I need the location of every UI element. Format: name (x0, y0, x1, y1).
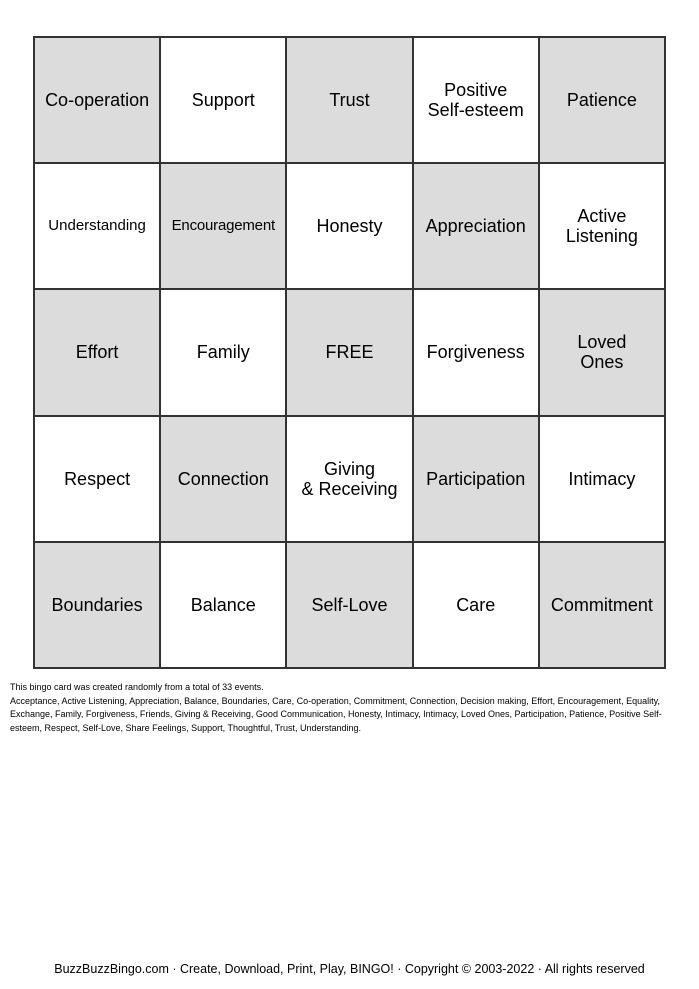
bingo-cell-r1c4: Positive Self-esteem (413, 37, 539, 163)
bingo-cell-r4c1: Respect (34, 416, 160, 542)
bingo-cell-r4c3: Giving & Receiving (286, 416, 412, 542)
card-info (10, 681, 689, 735)
bingo-cell-r5c2: Balance (160, 542, 286, 668)
card-info-events: Acceptance, Active Listening, Appreciation, Balance, Boundaries, Care, Co-operation, Commitment, Connection, Decision making, Effort, Encouragement, Equality, Exchange, Family, Forgiveness, Friends, Giving & Receiving, Good Communication, Honesty, Intimacy, Intimacy, Loved Ones, Participation, Patience, Positive Self-esteem, Respect, Self-Love, Share Feelings, Support, Thoughtful, Trust, Understanding. (10, 695, 662, 733)
bingo-cell-r3c2: Family (160, 289, 286, 415)
bingo-cell-r3c1: Effort (34, 289, 160, 415)
bingo-cell-r5c4: Care (413, 542, 539, 668)
bingo-cell-free: FREE (286, 289, 412, 415)
bingo-cell-r1c3: Trust (286, 37, 412, 163)
bingo-cell-r4c5: Intimacy (539, 416, 665, 542)
bingo-cell-r5c5: Commitment (539, 542, 665, 668)
bingo-cell-r2c5: Active Listening (539, 163, 665, 289)
bingo-cell-r4c4: Participation (413, 416, 539, 542)
bingo-cell-r2c1: Understanding (34, 163, 160, 289)
bingo-cell-r4c2: Connection (160, 416, 286, 542)
page-footer: BuzzBuzzBingo.com · Create, Download, Print, Play, BINGO! · Copyright © 2003-2022 · All rights reserved (54, 962, 645, 976)
bingo-cell-r1c2: Support (160, 37, 286, 163)
bingo-card (33, 36, 666, 669)
bingo-cell-r3c5: Loved Ones (539, 289, 665, 415)
bingo-cell-r1c1: Co-operation (34, 37, 160, 163)
bingo-cell-r2c2: Encouragement (160, 163, 286, 289)
bingo-cell-r2c4: Appreciation (413, 163, 539, 289)
bingo-cell-r5c3: Self-Love (286, 542, 412, 668)
bingo-cell-r2c3: Honesty (286, 163, 412, 289)
bingo-cell-r1c5: Patience (539, 37, 665, 163)
bingo-cell-r3c4: Forgiveness (413, 289, 539, 415)
card-info-intro: This bingo card was created randomly from a total of 33 events. (10, 682, 264, 692)
bingo-cell-r5c1: Boundaries (34, 542, 160, 668)
